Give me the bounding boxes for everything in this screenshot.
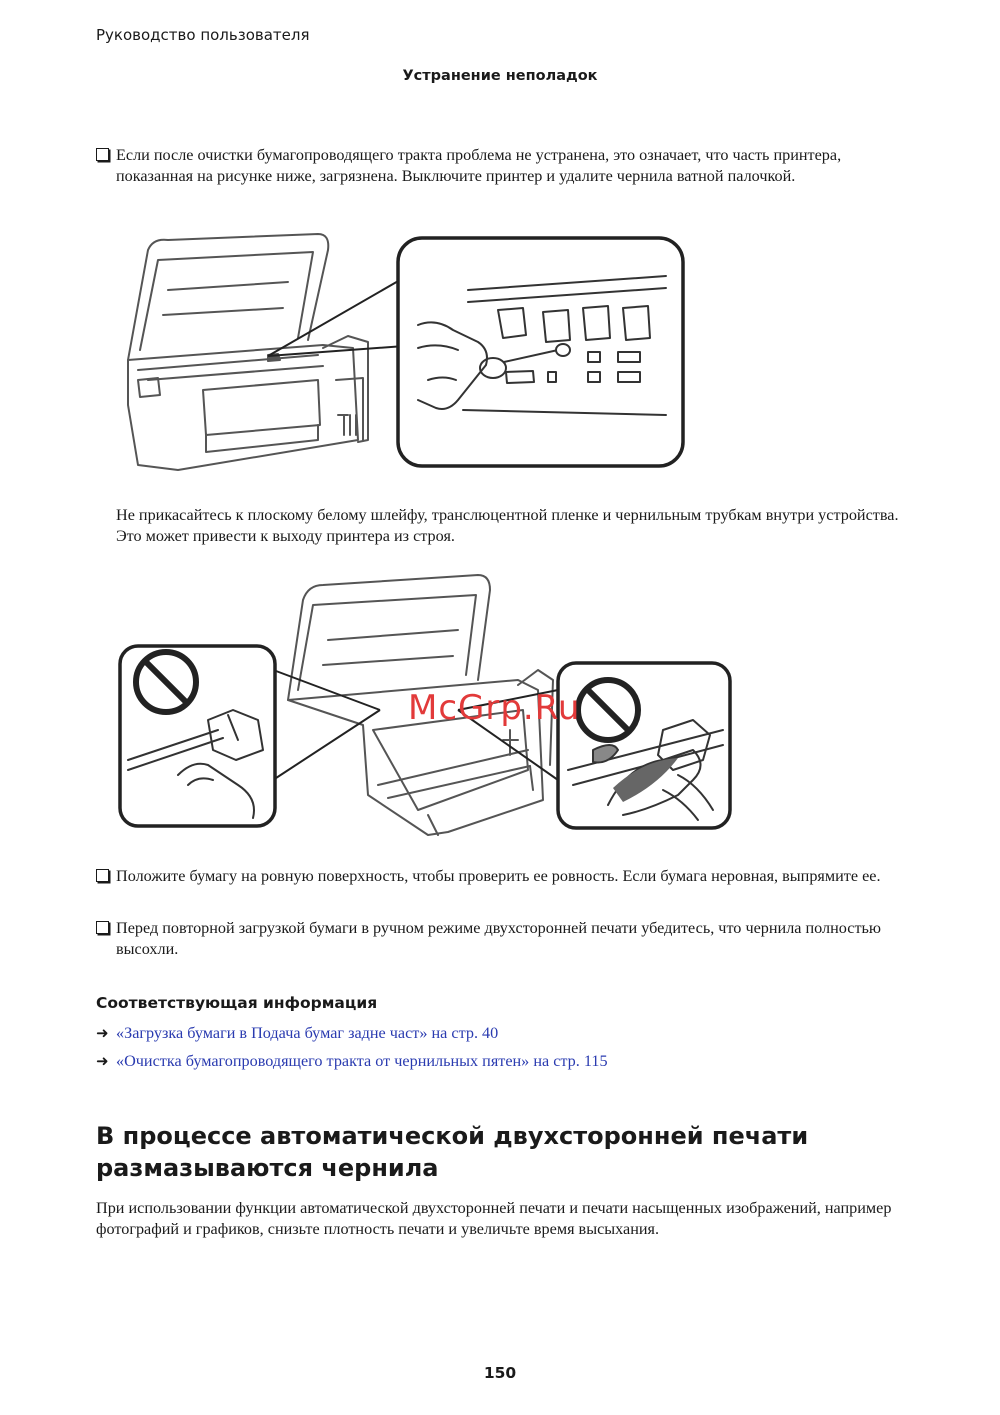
section-body: При использовании функции автоматической двухсторонней печати и печати насыщенных изображений, например фотографий и графиков, снизьте плотность печати и увеличьте время высыхания.	[96, 1199, 892, 1238]
section-heading: В процессе автоматической двухсторонней печати размазываются чернила	[96, 1122, 809, 1182]
checkbox-bullet-icon	[96, 921, 109, 934]
bullet-text: Если после очистки бумагопроводящего тракта проблема не устранена, это означает, что часть принтера, показанная на рисунке ниже, загрязнена. Выключите принтер и удалите чернила ватной палочкой.	[116, 146, 842, 185]
printer-cleaning-illustration	[118, 230, 688, 475]
bullet-text: Положите бумагу на ровную поверхность, чтобы проверить ее ровность. Если бумага неровная, выпрямите ее.	[116, 867, 881, 885]
section-title: Устранение неполадок	[402, 68, 598, 84]
related-link[interactable]: «Очистка бумагопроводящего тракта от чернильных пятен» на стр. 115	[116, 1052, 608, 1070]
arrow-right-icon: ➜	[96, 1026, 109, 1042]
checkbox-bullet-icon	[96, 869, 109, 882]
checkbox-bullet-icon	[96, 148, 109, 161]
running-header: Руководство пользователя	[96, 26, 310, 44]
watermark-text: McGrp.Ru	[408, 688, 581, 728]
caution-note: Не прикасайтесь к плоскому белому шлейфу, транслюцентной пленке и чернильным трубкам внутри устройства. Это может привести к выходу принтера из строя.	[116, 506, 899, 545]
related-info-heading: Соответствующая информация	[96, 994, 378, 1012]
related-link[interactable]: «Загрузка бумаги в Подача бумаг задне част» на стр. 40	[116, 1024, 499, 1042]
page-number: 150	[483, 1364, 517, 1382]
bullet-text: Перед повторной загрузкой бумаги в ручном режиме двухсторонней печати убедитесь, что чернила полностью высохли.	[116, 919, 882, 958]
arrow-right-icon: ➜	[96, 1054, 109, 1070]
